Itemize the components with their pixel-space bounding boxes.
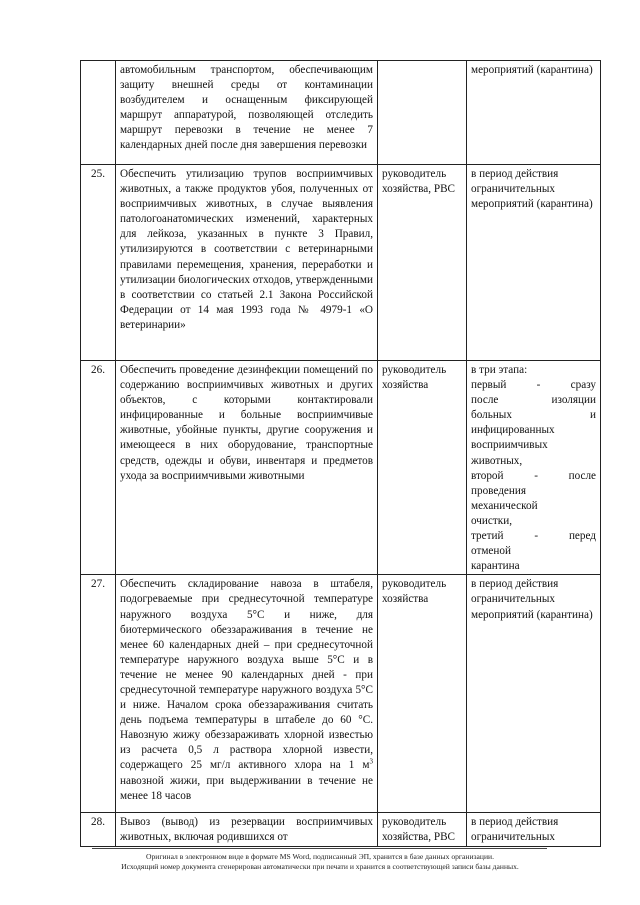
table-row <box>81 165 601 361</box>
timing-cell <box>467 361 601 575</box>
table-row <box>81 813 601 847</box>
responsible-cell: руководитель хозяйства, РВС <box>378 813 467 847</box>
timing-line: третий - перед <box>471 530 596 543</box>
footer-line: Исходящий номер документа сгенерирован автоматически при печати и хранится в соответствующей записи базы данных. <box>121 862 519 871</box>
timing-line: животных, <box>471 454 523 467</box>
document-footer <box>0 852 640 872</box>
timing-line: инфицированных <box>471 424 555 437</box>
responsible-cell: руководитель хозяйства <box>378 575 467 813</box>
timing-line: больных и <box>471 409 596 422</box>
footer-line: Оригинал в электронном виде в формате MS Word, подписанный ЭП, хранится в базе данных организации. <box>146 852 494 861</box>
measures-table <box>80 60 601 847</box>
table-row <box>81 361 601 575</box>
row-number: 25. <box>81 165 116 361</box>
table-row <box>81 575 601 813</box>
timing-cell: мероприятий (карантина) <box>467 61 601 165</box>
responsible-cell: руководитель хозяйства, РВС <box>378 165 467 361</box>
row-number: 26. <box>81 361 116 575</box>
row-number: 28. <box>81 813 116 847</box>
timing-line: механической <box>471 499 538 512</box>
timing-line: восприимчивых <box>471 439 548 452</box>
row-number <box>81 61 116 165</box>
action-cell: Вывоз (вывод) из резервации восприимчивых животных, включая родившихся от <box>116 813 378 847</box>
footer-divider <box>92 848 547 849</box>
action-cell: Обеспечить проведение дезинфекции помещений по содержанию восприимчивых животных и других объектов, с которыми контактировали инфицированные и больные восприимчивые животные, убойные пункты, другие сооружения и имеющееся в них оборудование, транспортные средств, одежды и обуви, инвентаря и предметов ухода за восприимчивыми животными <box>116 361 378 575</box>
timing-line: в три этапа: <box>471 364 528 376</box>
timing-line: после изоляции <box>471 394 596 407</box>
action-cell: Обеспечить утилизацию трупов восприимчивых животных, а также продуктов убоя, полученных от восприимчивых животных, в случае выявления патологоанатомических изменений, характерных для лейкоза, указанных в пункте 3 Правил, утилизируются в соответствии с ветеринарными правилами перемещения, хранения, переработки и утилизации биологических отходов, утвержденными в соответствии со статьей 2.1 Закона Российской Федерации от 14 мая 1993 года № 4979-1 «О ветеринарии» <box>116 165 378 361</box>
action-text: Обеспечить складирование навоза в штабеля, подогреваемые при среднесуточной температуре наружного воздуха 5°С и ниже, для биотермического обеззараживания в течение не менее 60 календарных дней – при среднесуточной температуре наружного воздуха выше 5°С и в течение не менее 90 календарных дней - при среднесуточной температуре наружного воздуха 5°С и ниже. Началом срока обеззараживания считать день подъема температуры в штабеле до 60 °С. Навозную жижу обеззараживать хлорной известью из расчета 0,5 л раствора хлорной извести, содержащего 25 мг/л активного хлора на 1 м <box>120 578 373 772</box>
timing-line: очистки, <box>471 514 512 527</box>
timing-line: карантина <box>471 560 520 573</box>
row-number: 27. <box>81 575 116 813</box>
timing-line: второй - после <box>471 469 596 482</box>
timing-cell: в период действия ограничительных мероприятий (карантина) <box>467 575 601 813</box>
timing-line: отменой <box>471 545 511 558</box>
table-row <box>81 61 601 165</box>
responsible-cell: руководитель хозяйства <box>378 361 467 575</box>
timing-cell: в период действия ограничительных <box>467 813 601 847</box>
timing-line: проведения <box>471 484 526 497</box>
timing-line: первый - сразу <box>471 379 596 392</box>
cubic-superscript: 3 <box>369 757 373 766</box>
responsible-cell <box>378 61 467 165</box>
action-cell <box>116 575 378 813</box>
action-text: навозной жижи, при выдерживании в течение не менее 18 часов <box>120 774 373 802</box>
timing-cell: в период действия ограничительных мероприятий (карантина) <box>467 165 601 361</box>
action-cell: автомобильным транспортом, обеспечивающим защиту внешней среды от контаминации возбудителем и оснащенным фиксирующей маршрут аппаратурой, позволяющей отследить маршрут перевозки в течение не менее 7 календарных дней после дня завершения перевозки <box>116 61 378 165</box>
